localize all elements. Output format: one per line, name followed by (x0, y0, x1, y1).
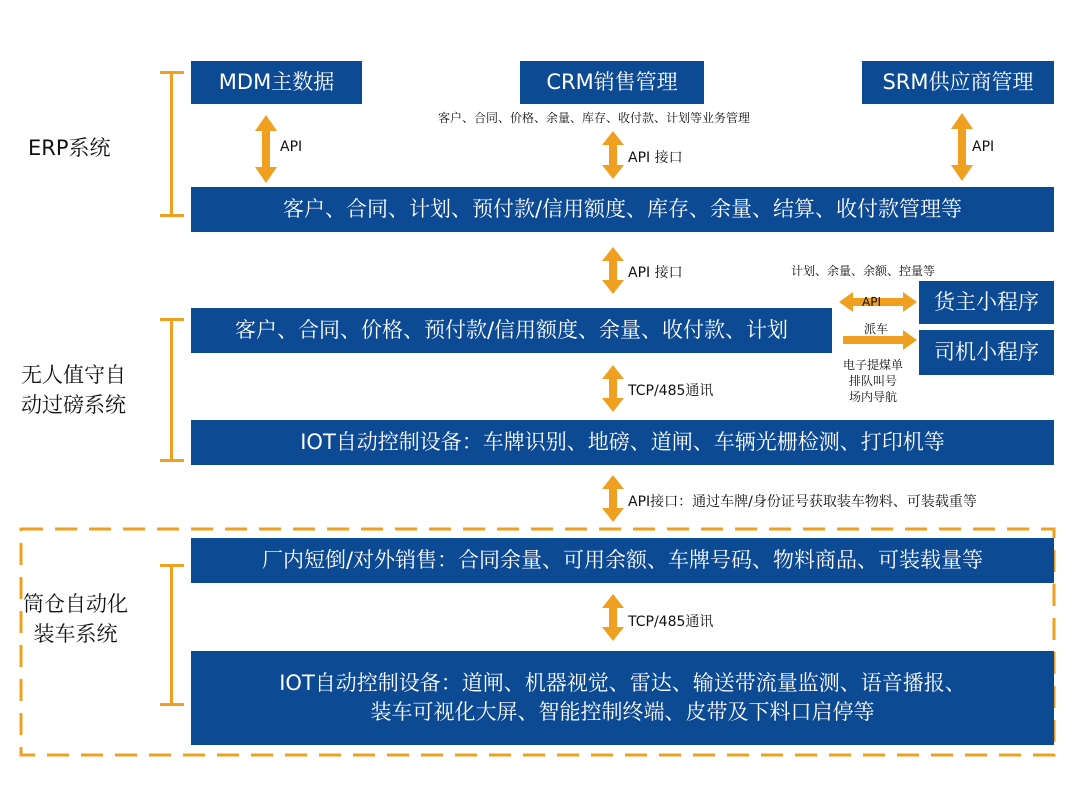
arrow-mdm-erp (255, 115, 277, 183)
api-label-srm: API (972, 139, 995, 155)
weigh-system-label: 无人值守自 动过磅系统 (21, 363, 126, 418)
srm-box: SRM供应商管理 (862, 61, 1054, 104)
arrow-crm-erp (602, 131, 624, 179)
tcp-label-silo: TCP/485通讯 (628, 614, 714, 630)
silo-iot-box: IOT自动控制设备：道闸、机器视觉、雷达、输送带流量监测、语音播报、 装车可视化大屏、智能控制终端、皮带及下料口启停等 (191, 651, 1054, 745)
api-label-weigh-silo: API接口：通过车牌/身份证号获取装车物料、可装载重等 (628, 494, 977, 510)
api-label-erp-weigh: API 接口 (628, 265, 683, 281)
arrow-weigh-silo (602, 475, 624, 522)
weigh-bar: 客户、合同、价格、预付款/信用额度、余量、收付款、计划 (191, 308, 832, 353)
arrow-srm-erp (951, 113, 973, 181)
api-label-owner: API (862, 295, 881, 309)
erp-system-label: ERP系统 (28, 136, 111, 160)
api-label-mdm: API (280, 139, 303, 155)
tcp-label-weigh: TCP/485通讯 (628, 383, 714, 399)
dispatch-label: 派车 (864, 322, 889, 336)
arrow-erp-weigh (602, 247, 624, 294)
mdm-box: MDM主数据 (191, 61, 362, 104)
arrow-weigh-iot (602, 365, 624, 412)
owner-app-box: 货主小程序 (919, 281, 1054, 324)
arrow-silo-iot (602, 594, 624, 641)
driver-app-box: 司机小程序 (919, 330, 1054, 375)
silo-bracket (170, 564, 173, 706)
crm-box: CRM销售管理 (520, 61, 704, 104)
crm-note: 客户、合同、价格、余量、库存、收付款、计划等业务管理 (438, 111, 751, 125)
erp-bracket (170, 71, 173, 217)
weigh-iot-bar: IOT自动控制设备：车牌识别、地磅、道闸、车辆光栅检测、打印机等 (191, 420, 1054, 465)
silo-system-label: 筒仓自动化 装车系统 (23, 592, 128, 647)
driver-notes: 电子提煤单 排队叫号 场内导航 (843, 358, 904, 405)
api-label-crm: API 接口 (628, 150, 683, 166)
erp-bar: 客户、合同、计划、预付款/信用额度、库存、余量、结算、收付款管理等 (191, 187, 1054, 232)
silo-bar: 厂内短倒/对外销售：合同余量、可用余额、车牌号码、物料商品、可装载量等 (191, 538, 1054, 583)
plan-note: 计划、余量、余额、控量等 (791, 264, 936, 278)
weigh-bracket (170, 318, 173, 462)
